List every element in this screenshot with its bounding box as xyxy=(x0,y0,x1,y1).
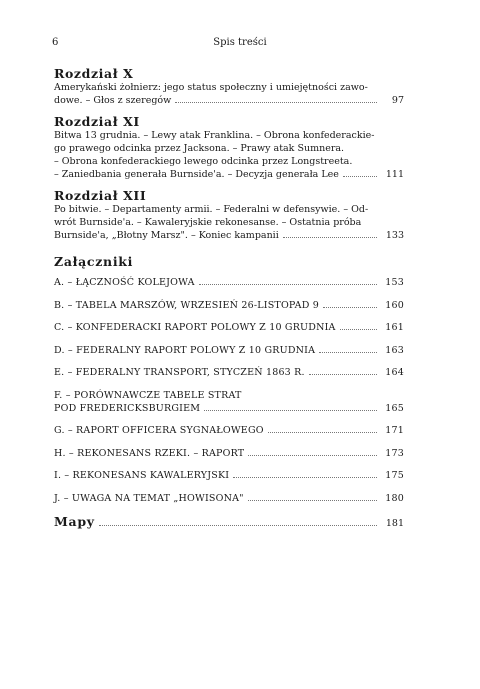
appendix-title: E. – FEDERALNY TRANSPORT, STYCZEŃ 1863 R. xyxy=(54,367,305,378)
page-reference: 111 xyxy=(385,169,404,180)
table-of-contents xyxy=(54,66,404,529)
dot-leader xyxy=(343,176,377,177)
appendix-item xyxy=(54,424,404,437)
dot-leader xyxy=(248,455,377,456)
page-reference: 163 xyxy=(385,344,404,356)
chapter-summary-line: wrót Burnside'a. – Kawaleryjskie rekonesanse. – Ostatnia próba xyxy=(54,217,362,228)
appendix-item xyxy=(54,447,404,460)
page-reference: 171 xyxy=(385,425,404,436)
appendix-item xyxy=(54,389,404,415)
dot-leader xyxy=(268,432,377,433)
chapter-summary-line: go prawego odcinka przez Jacksona. – Prawy atak Sumnera. xyxy=(54,143,345,154)
appendix-heading: Załączniki xyxy=(54,254,134,269)
chapter-summary-line: Amerykański żołnierz: jego status społeczny i umiejętności zawo- xyxy=(54,82,368,93)
appendix-item xyxy=(54,276,404,289)
chapter-title: Rozdział X xyxy=(54,66,134,81)
appendix-item xyxy=(54,469,404,482)
appendix-item xyxy=(54,344,404,357)
appendix-title: J. – UWAGA NA TEMAT „HOWISONA" xyxy=(54,492,244,504)
dot-leader xyxy=(248,500,377,501)
page-number: 6 xyxy=(52,37,59,48)
dot-leader xyxy=(283,237,377,238)
dot-leader xyxy=(99,525,377,526)
dot-leader xyxy=(323,307,377,308)
appendix-title: D. – FEDERALNY RAPORT POLOWY Z 10 GRUDNIA xyxy=(54,344,316,356)
dot-leader xyxy=(175,102,377,103)
page-reference: 133 xyxy=(385,230,404,241)
chapter-summary xyxy=(54,81,404,107)
dot-leader xyxy=(319,352,377,353)
chapter-summary-line: – Obrona konfederackiego lewego odcinka przez Longstreeta. xyxy=(54,156,353,167)
page-reference: 160 xyxy=(385,299,404,311)
page-reference: 97 xyxy=(391,95,404,106)
page-reference: 180 xyxy=(385,492,404,504)
appendix-title: G. – RAPORT OFFICERA SYGNAŁOWEGO xyxy=(54,425,264,436)
dot-leader xyxy=(233,477,377,478)
chapter-summary-last-line: – Zaniedbania generała Burnside'a. – Decyzja generała Lee xyxy=(54,169,339,180)
appendix-title: I. – REKONESANS KAWALERYJSKI xyxy=(54,470,230,481)
dot-leader xyxy=(199,284,377,285)
page-reference: 161 xyxy=(385,322,404,333)
chapter-summary-line: Po bitwie. – Departamenty armii. – Federalni w defensywie. – Od- xyxy=(54,204,369,215)
appendix-title: H. – REKONESANS RZEKI. – RAPORT xyxy=(54,447,245,459)
appendix-item xyxy=(54,492,404,505)
appendix-item xyxy=(54,299,404,312)
chapter-title: Rozdział XI xyxy=(54,114,140,129)
chapter-entry xyxy=(54,66,404,107)
appendix-title: B. – TABELA MARSZÓW, WRZESIEŃ 26-LISTOPAD 9 xyxy=(54,299,319,311)
page-reference: 175 xyxy=(385,470,404,481)
chapter-summary-last-line: Burnside'a, „Błotny Marsz". – Koniec kampanii xyxy=(54,230,279,241)
dot-leader xyxy=(204,410,377,411)
appendix-item xyxy=(54,366,404,379)
page-reference: 173 xyxy=(385,447,404,459)
chapter-entry xyxy=(54,188,404,242)
chapter-summary-line: Bitwa 13 grudnia. – Lewy atak Franklina. – Obrona konfederackie- xyxy=(54,130,375,141)
maps-heading: Mapy xyxy=(54,514,95,529)
page-reference: 181 xyxy=(385,518,404,529)
chapter-title: Rozdział XII xyxy=(54,188,147,203)
appendix-title: A. – ŁĄCZNOŚĆ KOLEJOWA xyxy=(54,277,195,288)
page-reference: 164 xyxy=(385,367,404,378)
dot-leader xyxy=(309,374,377,375)
running-header: Spis treści xyxy=(213,37,267,48)
chapter-entry xyxy=(54,114,404,181)
appendix-list xyxy=(54,276,404,505)
dot-leader xyxy=(340,329,377,330)
chapter-summary xyxy=(54,129,404,181)
chapter-summary xyxy=(54,203,404,242)
appendix-title: C. – KONFEDERACKI RAPORT POLOWY Z 10 GRUDNIA xyxy=(54,322,336,333)
maps-entry xyxy=(54,514,404,529)
page-reference: 165 xyxy=(385,402,404,414)
appendix-title: POD FREDERICKSBURGIEM xyxy=(54,402,201,414)
appendix-item xyxy=(54,321,404,334)
appendix-title-first-line: F. – PORÓWNAWCZE TABELE STRAT xyxy=(54,389,242,401)
page-reference: 153 xyxy=(385,277,404,288)
chapter-summary-last-line: dowe. – Głos z szeregów xyxy=(54,95,172,106)
